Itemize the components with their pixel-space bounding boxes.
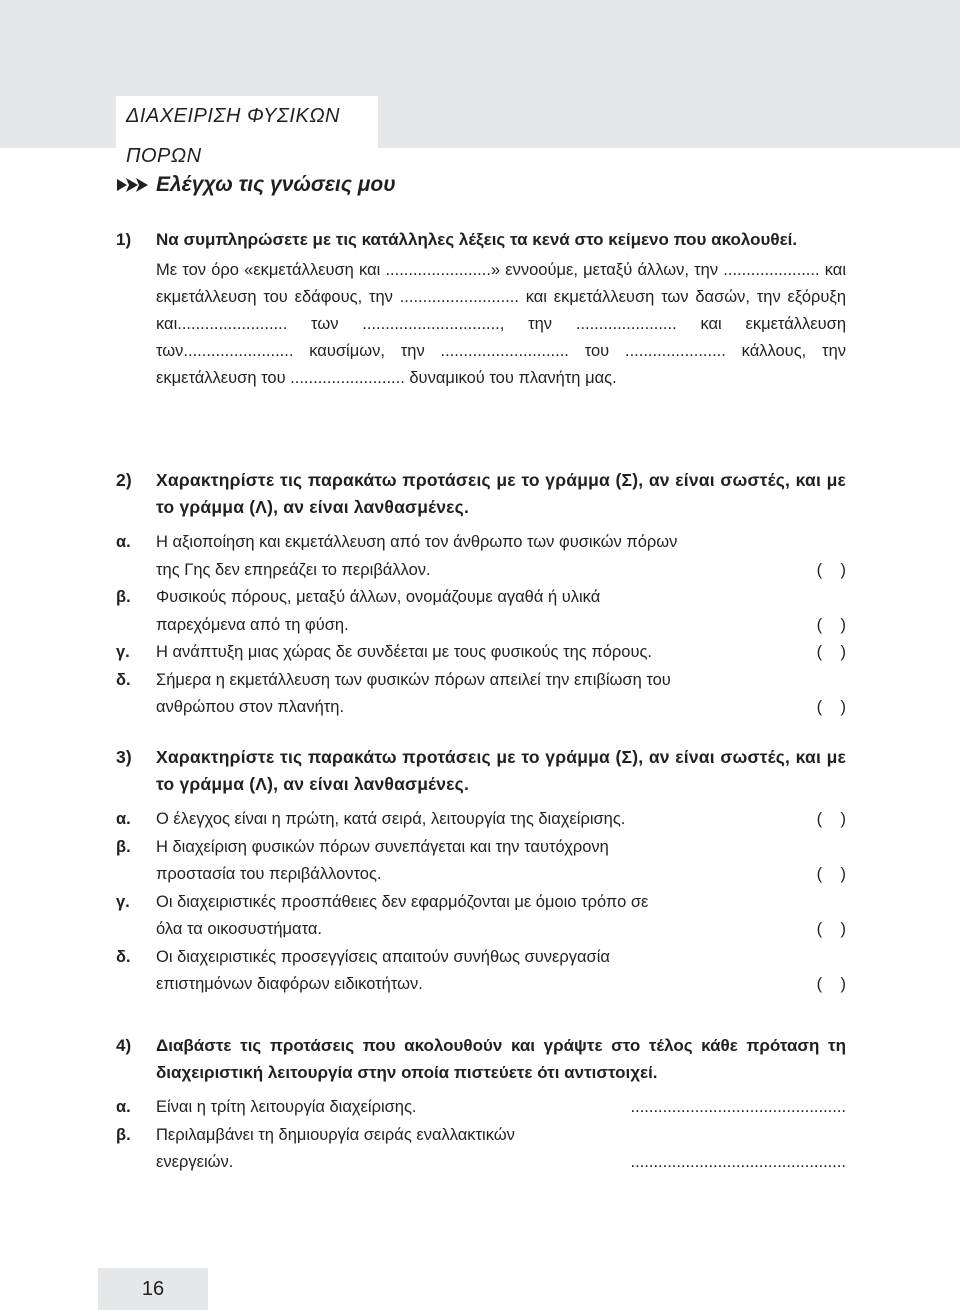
fill-in-text: Με τον όρο «εκμετάλλευση και .......................» εννοούμε, μεταξύ άλλων, την ..................... και εκμετάλλευση του εδάφους, την .......................... και εκμετάλλευση των δασών, την εξόρυξη και........................ των .............................., την ...................... και εκμετάλλευση των........................ καυσίμων, την ............................ του ...................... κάλλους, την εκμετάλλευση του ......................... δυναμικού του πλανήτη μας. xyxy=(156,261,846,387)
item-text: Περιλαμβάνει τη δημιουργία σειράς εναλλακτικών xyxy=(156,1125,515,1144)
statement-list xyxy=(116,1094,846,1177)
item-text: παρεχόμενα από τη φύση. xyxy=(156,615,349,634)
question-title: Διαβάστε τις προτάσεις που ακολουθούν και γράψτε στο τέλος κάθε πρόταση τη διαχειριστική λειτουργία στην οποία πιστεύετε ότι αντιστοιχεί. xyxy=(156,1036,846,1082)
answer-box[interactable]: ( ) xyxy=(816,560,846,579)
answer-box[interactable]: ( ) xyxy=(816,698,846,716)
answer-blank[interactable]: ............................................... xyxy=(630,1153,846,1171)
heading-title: Ελέγχω τις γνώσεις μου xyxy=(156,173,396,196)
item-text: Είναι η τρίτη λειτουργία διαχείρισης. xyxy=(156,1098,417,1116)
item-text: ανθρώπου στον πλανήτη. xyxy=(156,698,345,716)
item-label: β. xyxy=(116,837,131,856)
statement-list xyxy=(116,806,846,999)
statement-item xyxy=(116,639,846,667)
item-label: δ. xyxy=(116,670,131,689)
question-2 xyxy=(116,467,846,722)
statement-list xyxy=(116,529,846,722)
question-title: Να συμπληρώσετε με τις κατάλληλες λέξεις τα κενά στο κείμενο που ακολουθεί. xyxy=(156,230,798,249)
item-text: Η ανάπτυξη μιας χώρας δε συνδέεται με τους φυσικούς της πόρους. xyxy=(156,643,652,661)
question-1 xyxy=(116,226,846,392)
item-label: γ. xyxy=(116,892,130,911)
item-label: β. xyxy=(116,1125,131,1144)
item-text: Οι διαχειριστικές προσεγγίσεις απαιτούν συνήθως συνεργασία xyxy=(156,947,610,966)
question-number: 3) xyxy=(116,747,132,767)
question-title: Χαρακτηρίστε τις παρακάτω προτάσεις με το γράμμα (Σ), αν είναι σωστές, και με το γράμμα (Λ), αν είναι λανθασμένες. xyxy=(156,747,846,794)
statement-item xyxy=(116,1122,846,1177)
item-text: ενεργειών. xyxy=(156,1153,234,1171)
item-text: Η αξιοποίηση και εκμετάλλευση από τον άνθρωπο των φυσικών πόρων xyxy=(156,533,678,551)
item-label: γ. xyxy=(116,643,130,661)
statement-item xyxy=(116,806,846,834)
item-text: της Γης δεν επηρεάζει το περιβάλλον. xyxy=(156,560,431,579)
item-text: Ο έλεγχος είναι η πρώτη, κατά σειρά, λειτουργία της διαχείρισης. xyxy=(156,810,626,828)
statement-item xyxy=(116,667,846,722)
answer-box[interactable]: ( ) xyxy=(816,975,846,993)
item-label: α. xyxy=(116,1098,131,1116)
item-label: α. xyxy=(116,810,131,828)
item-label: β. xyxy=(116,588,131,606)
statement-item xyxy=(116,889,846,944)
item-label: α. xyxy=(116,533,131,551)
section-title: ΔΙΑΧΕΙΡΙΣΗ ΦΥΣΙΚΩΝ ΠΟΡΩΝ xyxy=(116,96,378,148)
answer-blank[interactable]: ............................................... xyxy=(630,1098,846,1116)
statement-item xyxy=(116,1094,846,1122)
answer-box[interactable]: ( ) xyxy=(816,865,846,883)
item-text: Οι διαχειριστικές προσπάθειες δεν εφαρμόζονται με όμοιο τρόπο σε xyxy=(156,892,649,911)
answer-box[interactable]: ( ) xyxy=(816,643,846,661)
item-text: όλα τα οικοσυστήματα. xyxy=(156,920,322,938)
statement-item xyxy=(116,944,846,999)
statement-item xyxy=(116,584,846,639)
question-number: 4) xyxy=(116,1036,132,1055)
item-text: προστασία του περιβάλλοντος. xyxy=(156,865,382,883)
item-label: δ. xyxy=(116,947,131,966)
answer-box[interactable]: ( ) xyxy=(816,920,846,938)
double-arrow-icon xyxy=(116,176,148,194)
exercise-heading xyxy=(116,170,396,200)
question-number: 2) xyxy=(116,470,132,490)
item-text: Σήμερα η εκμετάλλευση των φυσικών πόρων απειλεί την επιβίωση του xyxy=(156,670,671,689)
question-title: Χαρακτηρίστε τις παρακάτω προτάσεις με το γράμμα (Σ), αν είναι σωστές, και με το γράμμα (Λ), αν είναι λανθασμένες. xyxy=(156,470,846,517)
question-4 xyxy=(116,1032,846,1177)
item-text: Φυσικούς πόρους, μεταξύ άλλων, ονομάζουμε αγαθά ή υλικά xyxy=(156,588,601,606)
statement-item xyxy=(116,834,846,889)
question-3 xyxy=(116,744,846,999)
statement-item xyxy=(116,529,846,584)
question-number: 1) xyxy=(116,230,132,249)
page-number: 16 xyxy=(98,1268,208,1310)
answer-box[interactable]: ( ) xyxy=(816,810,846,828)
item-text: επιστημόνων διαφόρων ειδικοτήτων. xyxy=(156,975,423,993)
answer-box[interactable]: ( ) xyxy=(816,615,846,634)
item-text: Η διαχείριση φυσικών πόρων συνεπάγεται και την ταυτόχρονη xyxy=(156,837,609,856)
